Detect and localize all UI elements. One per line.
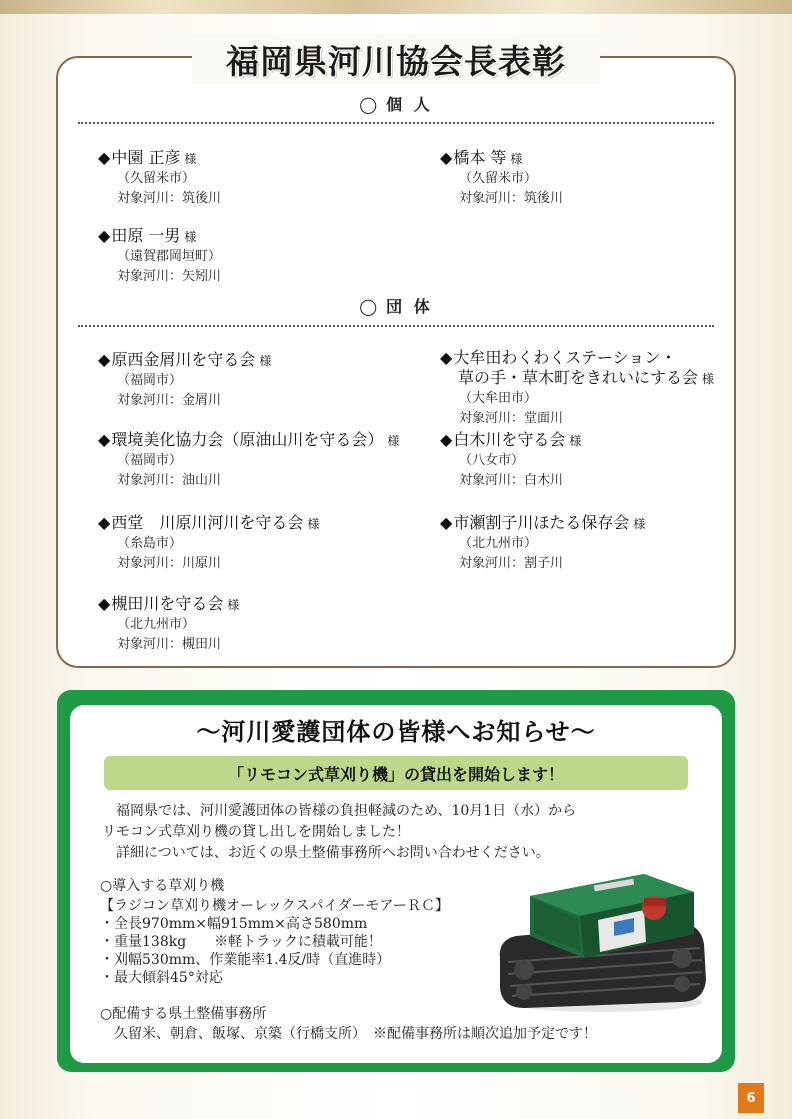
machine-spec-line: ・刈幅530mm、作業能率1.4反/時（直進時） bbox=[100, 952, 391, 968]
diamond-icon: ◆ bbox=[98, 226, 111, 245]
notice-banner: 「リモコン式草刈り機」の貸出を開始します！ bbox=[104, 756, 688, 790]
diamond-icon: ◆ bbox=[440, 348, 453, 367]
office-heading: ○配備する県土整備事務所 bbox=[100, 1006, 267, 1022]
group-entry: ◆大牟田わくわくステーション・ 草の手・草木町をきれいにする会 様 （大牟田市） 対象河川：堂面川 bbox=[440, 348, 715, 426]
machine-spec-line: 【ラジコン草刈り機オーレックスパイダーモアーＲＣ】 bbox=[100, 898, 450, 914]
diamond-icon: ◆ bbox=[98, 594, 111, 613]
diamond-icon: ◆ bbox=[98, 350, 111, 369]
group-heading: ◯ 団 体 bbox=[359, 297, 433, 316]
intro-line: 詳細については、お近くの県土整備事務所へお問い合わせください。 bbox=[102, 845, 550, 861]
machine-heading: ○導入する草刈り機 bbox=[100, 878, 225, 894]
machine-spec-line: ・最大傾斜45°対応 bbox=[100, 970, 223, 986]
individual-heading: ◯ 個 人 bbox=[359, 95, 433, 114]
individual-entry: ◆中園 正彦 様 （久留米市） 対象河川：筑後川 bbox=[98, 148, 222, 206]
diamond-icon: ◆ bbox=[440, 430, 453, 449]
diamond-icon: ◆ bbox=[440, 148, 453, 167]
diamond-icon: ◆ bbox=[98, 148, 111, 167]
dotted-divider bbox=[78, 325, 714, 327]
group-entry: ◆槻田川を守る会 様 （北九州市） 対象河川：槻田川 bbox=[98, 594, 240, 652]
office-line: 久留米、朝倉、飯塚、京築（行橋支所） ※配備事務所は順次追加予定です！ bbox=[100, 1026, 597, 1042]
notice-title: ～河川愛護団体の皆様へお知らせ～ bbox=[196, 717, 596, 746]
individual-entry: ◆田原 一男 様 （遠賀郡岡垣町） 対象河川：矢矧川 bbox=[98, 226, 222, 284]
group-entry: ◆環境美化協力会（原油山川を守る会） 様 （福岡市） 対象河川：油山川 bbox=[98, 430, 400, 488]
remote-mower-image bbox=[494, 862, 714, 1018]
machine-spec-line: ・重量138kg ※軽トラックに積載可能！ bbox=[100, 934, 382, 950]
diamond-icon: ◆ bbox=[440, 513, 453, 532]
top-decor-band bbox=[0, 0, 792, 14]
circle-icon: ◯ bbox=[359, 95, 381, 114]
group-entry: ◆西堂 川原川河川を守る会 様 （糸島市） 対象河川：川原川 bbox=[98, 513, 320, 571]
group-entry: ◆市瀬割子川ほたる保存会 様 （北九州市） 対象河川：割子川 bbox=[440, 513, 646, 571]
circle-icon: ◯ bbox=[359, 297, 381, 316]
intro-line: 福岡県では、河川愛護団体の皆様の負担軽減のため、10月1日（水）から bbox=[102, 803, 577, 819]
dotted-divider bbox=[78, 122, 714, 124]
group-entry: ◆原西金屑川を守る会 様 （福岡市） 対象河川：金屑川 bbox=[98, 350, 272, 408]
individual-entry: ◆橋本 等 様 （久留米市） 対象河川：筑後川 bbox=[440, 148, 564, 206]
award-title: 福岡県河川協会長表彰 bbox=[192, 34, 600, 84]
group-entry: ◆白木川を守る会 様 （八女市） 対象河川：白木川 bbox=[440, 430, 582, 488]
intro-line: リモコン式草刈り機の貸し出しを開始しました！ bbox=[102, 824, 410, 840]
page-number: 6 bbox=[738, 1083, 764, 1113]
diamond-icon: ◆ bbox=[98, 513, 111, 532]
diamond-icon: ◆ bbox=[98, 430, 111, 449]
machine-spec-line: ・全長970mm×幅915mm×高さ580mm bbox=[100, 916, 368, 932]
